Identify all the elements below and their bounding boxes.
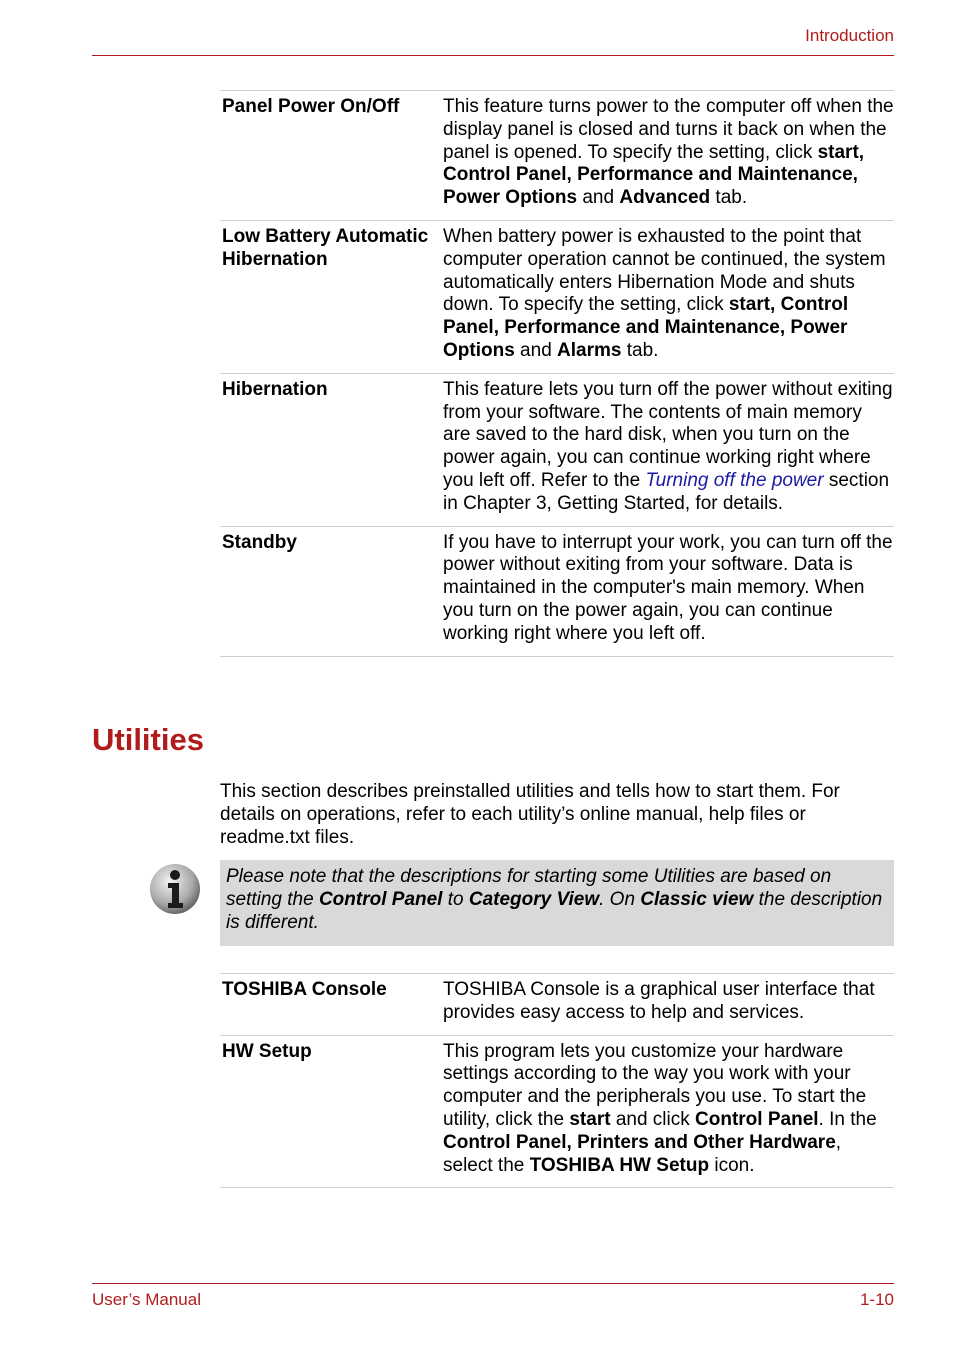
bold-text: start, Control Panel, Performance and Maintenance, Power Options bbox=[443, 294, 849, 361]
bold-text: Alarms bbox=[557, 339, 622, 361]
bold-text: Category View bbox=[468, 889, 600, 910]
bold-text: Advanced bbox=[619, 187, 711, 209]
note-box bbox=[220, 860, 894, 946]
section-intro: This section describes preinstalled utilities and tells how to start them. For details on operations, refer to each utility’s online manual, help files or readme.txt files. bbox=[220, 781, 840, 848]
table-row bbox=[220, 220, 894, 373]
description-cell bbox=[443, 532, 894, 646]
text-run: and click bbox=[610, 1108, 696, 1130]
table-row bbox=[220, 526, 894, 657]
bold-text: Control Panel bbox=[695, 1108, 819, 1130]
description-cell bbox=[443, 1041, 894, 1178]
bold-text: Control Panel bbox=[318, 889, 443, 910]
text-run: icon. bbox=[709, 1154, 755, 1176]
text-run: When battery power is exhausted to the point that computer operation cannot be continued, the system automatically enters Hibernation Mode and shuts down. To specify the setting, click bbox=[443, 225, 886, 316]
footer-title: User’s Manual bbox=[92, 1290, 201, 1309]
term-cell: Hibernation bbox=[222, 378, 328, 400]
running-header: Introduction bbox=[805, 26, 894, 45]
description-cell bbox=[443, 379, 894, 516]
term-cell: Panel Power On/Off bbox=[222, 96, 400, 117]
bold-text: TOSHIBA HW Setup bbox=[529, 1154, 710, 1176]
term-cell: TOSHIBA Console bbox=[222, 979, 387, 1000]
text-run: the description is different. bbox=[226, 889, 883, 933]
text-run: section in Chapter 3, Getting Started, for details. bbox=[443, 469, 890, 514]
term-cell: HW Setup bbox=[222, 1040, 312, 1062]
power-features-table bbox=[220, 90, 894, 657]
bold-text: Classic view bbox=[640, 889, 754, 910]
text-run: . In the bbox=[818, 1108, 877, 1130]
description-cell bbox=[443, 979, 894, 1025]
term-cell: Standby bbox=[222, 531, 297, 553]
text-run: and bbox=[577, 187, 620, 209]
text-run: . On bbox=[599, 889, 641, 910]
text-run: Please note that the descriptions for starting some Utilities are based on setting the bbox=[226, 866, 832, 910]
text-run: This program lets you customize your hardware settings according to the way you work with your computer and the peripherals you use. To start the utility, click the bbox=[443, 1040, 867, 1130]
text-run: TOSHIBA Console is a graphical user interface that provides easy access to help and services. bbox=[443, 979, 875, 1023]
table-row bbox=[220, 90, 894, 220]
text-run: If you have to interrupt your work, you can turn off the power without exiting from your software. Data is maintained in the computer's main memory. When you turn on the power again, you can continue working right where you left off. bbox=[443, 531, 893, 644]
section-heading: Utilities bbox=[92, 722, 204, 757]
utilities-table bbox=[220, 973, 894, 1188]
text-run: This feature turns power to the computer off when the display panel is closed and turns it back on when the panel is opened. To specify the setting, click bbox=[443, 96, 894, 163]
footer-rule bbox=[92, 1283, 894, 1284]
table-row bbox=[220, 1035, 894, 1189]
description-cell bbox=[443, 226, 894, 363]
info-icon bbox=[148, 862, 202, 916]
page-number: 1-10 bbox=[859, 1290, 894, 1309]
text-run: , select the bbox=[443, 1131, 842, 1176]
text-run: to bbox=[442, 889, 469, 910]
header-rule bbox=[92, 55, 894, 56]
bold-text: Control Panel, Printers and Other Hardware bbox=[443, 1131, 836, 1153]
table-row bbox=[220, 373, 894, 526]
description-cell bbox=[443, 96, 894, 210]
bold-text: start, Control Panel, Performance and Maintenance, Power Options bbox=[443, 141, 865, 209]
cross-reference-link[interactable]: Turning off the power bbox=[645, 469, 824, 491]
term-cell: Low Battery Automatic Hibernation bbox=[222, 225, 429, 270]
text-run: tab. bbox=[621, 339, 659, 361]
text-run: and bbox=[514, 339, 558, 361]
text-run: This feature lets you turn off the power without exiting from your software. The contents of main memory are saved to the hard disk, when you turn on the power again, you can continue working right where you left off. Refer to the bbox=[443, 378, 893, 491]
text-run: tab. bbox=[710, 187, 748, 209]
table-row bbox=[220, 973, 894, 1035]
bold-text: start bbox=[569, 1108, 611, 1130]
